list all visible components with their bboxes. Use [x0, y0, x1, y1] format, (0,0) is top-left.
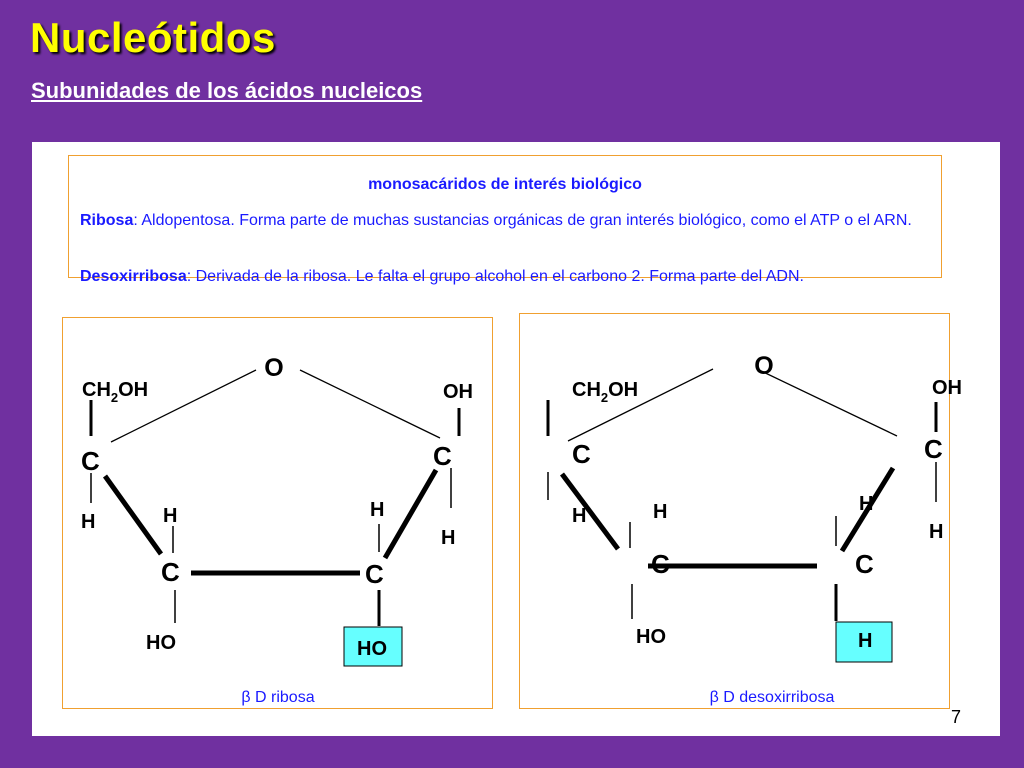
ribosa-term: Ribosa [80, 212, 134, 229]
c1-h-label: H [929, 521, 944, 543]
c4-h-label: H [81, 511, 96, 533]
bond-c4-c3 [562, 474, 618, 549]
ch-label: CH [82, 379, 111, 401]
ch-label: CH [572, 379, 601, 401]
c2-h-label: H [859, 493, 874, 515]
info-ribosa [80, 210, 930, 232]
c2-carbon-label: C [855, 549, 874, 579]
bond-c4-c3 [105, 476, 161, 554]
ribosa-caption: β D ribosa [241, 689, 315, 706]
c4-carbon-label: C [572, 439, 591, 469]
ring-oxygen-label: O [754, 352, 774, 380]
desoxirribosa-diagram [520, 314, 962, 710]
c2-h-label: H [370, 499, 385, 521]
bond-c2-c1 [385, 470, 436, 558]
desoxirribosa-caption: β D desoxirribosa [709, 689, 835, 706]
c1-h-label: H [441, 527, 456, 549]
c2-h-highlight-label: H [858, 630, 873, 652]
c1-oh-label: OH [443, 381, 473, 403]
c3-ho-label: HO [636, 626, 666, 648]
ribosa-structure [62, 317, 493, 709]
oh-label: OH [118, 379, 149, 401]
desoxirribosa-description: : Derivada de la ribosa. Le falta el grupo alcohol en el carbono 2. Forma parte del ADN. [186, 268, 804, 285]
slide-subtitle: Subunidades de los ácidos nucleicos [31, 78, 423, 103]
c1-carbon-label: C [433, 441, 452, 471]
c2-carbon-label: C [365, 559, 384, 589]
c4-carbon-label: C [81, 446, 100, 476]
c2-ho-highlight-label: HO [357, 638, 387, 660]
c1-carbon-label: C [924, 434, 943, 464]
c3-carbon-label: C [161, 557, 180, 587]
ring-oxygen-label: O [264, 354, 284, 382]
oh-label: OH [608, 379, 639, 401]
c3-carbon-label: C [651, 549, 670, 579]
content-panel [32, 142, 1000, 736]
c1-oh-label: OH [932, 377, 962, 399]
desoxirribosa-structure [519, 313, 962, 709]
ribosa-description: : Aldopentosa. Forma parte de muchas sustancias orgánicas de gran interés biológico, como el ATP o el ARN. [133, 212, 912, 229]
c3-ho-label: HO [146, 632, 176, 654]
ribosa-diagram [63, 318, 494, 710]
info-box [68, 155, 942, 285]
ch2oh-label [572, 379, 638, 405]
c4-h-label: H [572, 505, 587, 527]
c3-h-label: H [163, 505, 178, 527]
info-heading: monosacáridos de interés biológico [368, 176, 642, 193]
subscript-2: 2 [110, 390, 119, 405]
c3-h-label: H [653, 501, 668, 523]
info-desoxirribosa [80, 266, 940, 288]
page-number: 7 [951, 707, 962, 727]
subscript-2: 2 [600, 390, 609, 405]
desoxirribosa-term: Desoxirribosa [80, 268, 187, 285]
bond-o-c1 [300, 370, 440, 438]
bond-o-c1 [757, 369, 897, 436]
slide-title: Nucleótidos [30, 14, 276, 61]
